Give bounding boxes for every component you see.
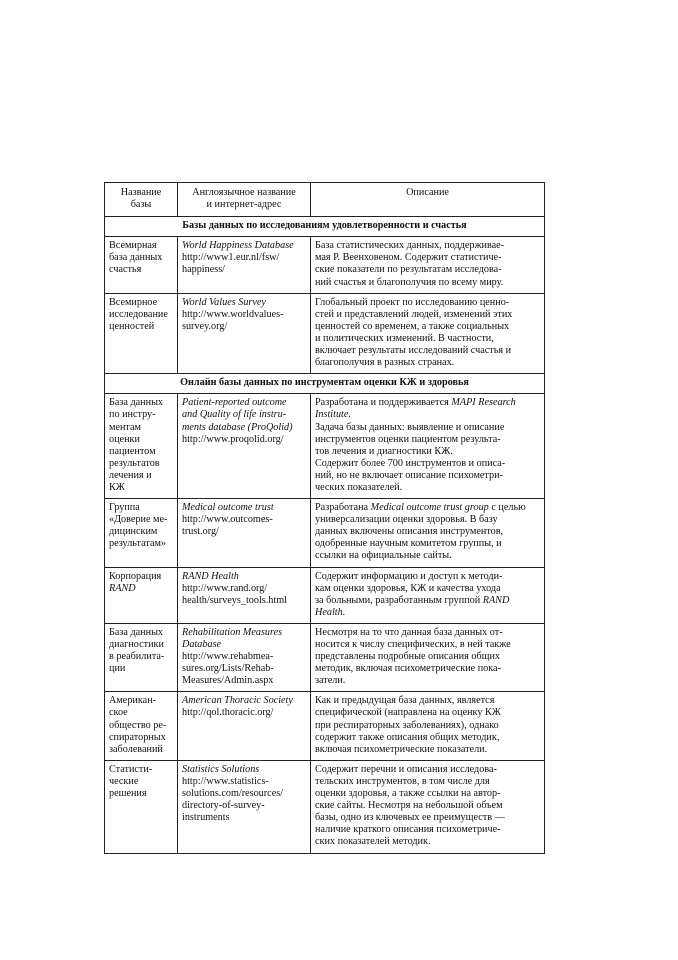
header-description: Описание xyxy=(311,183,545,217)
database-name xyxy=(105,760,178,853)
description-line: носится к числу специфических, в ней также xyxy=(315,639,511,650)
table-header-row xyxy=(105,183,545,217)
english-title-line: and Quality of life instru- xyxy=(182,409,287,421)
english-title-and-url xyxy=(178,692,311,760)
description-line: ценностей со временем, а также социальных xyxy=(315,320,510,332)
description-line: одобренные научным комитетом группы, и xyxy=(315,538,502,550)
description-line: Задача базы данных: выявление и описание xyxy=(315,421,505,433)
name-line: Всемирная xyxy=(109,240,157,252)
table-row xyxy=(105,567,545,623)
url-line: http://www.outcomes- xyxy=(182,514,273,526)
name-line: «Доверие ме- xyxy=(109,514,168,526)
name-line: База данных xyxy=(109,397,164,409)
section-row xyxy=(105,217,545,237)
url-line: instruments xyxy=(182,812,230,824)
name-line: База данных xyxy=(109,626,164,638)
description xyxy=(311,499,545,567)
database-name xyxy=(105,499,178,567)
english-title-line: ments database (ProQolid) xyxy=(182,421,293,433)
url-line: http://www.proqolid.org/ xyxy=(182,433,284,445)
name-line: ское xyxy=(109,707,128,719)
description-line: ний, но не включает описание психометри- xyxy=(315,469,503,481)
name-line: база данных xyxy=(109,252,163,264)
description-line: включая психометрические показатели. xyxy=(315,743,488,755)
name-line: Корпорация xyxy=(109,570,162,582)
english-term: MAPI Research xyxy=(451,397,516,409)
header-english-title: Англоязычное название и интернет-адрес xyxy=(178,183,311,217)
url-line: directory-of-survey- xyxy=(182,800,265,812)
url-line: http://www.rand.org/ xyxy=(182,582,268,594)
url-line: http://www.rehabmea- xyxy=(182,651,274,663)
description xyxy=(311,237,545,293)
description-line: специфической (направлена на оценку КЖ xyxy=(315,707,501,719)
name-line: результатам» xyxy=(109,538,167,550)
description xyxy=(311,394,545,499)
table-body xyxy=(105,217,545,853)
database-name xyxy=(105,623,178,691)
name-line: RAND xyxy=(109,582,136,594)
english-title-and-url xyxy=(178,623,311,691)
description-line: ские показатели по результатам исследова- xyxy=(315,264,502,276)
description-line: ских показателей методик. xyxy=(315,836,431,848)
description-line: Несмотря на то что данная база данных от- xyxy=(315,626,503,638)
description-line: Содержит информацию и доступ к методи- xyxy=(315,570,503,582)
description-line: при респираторных заболеваниях), однако xyxy=(315,719,499,731)
english-title-and-url xyxy=(178,237,311,293)
description-line: данных включены описания инструментов, xyxy=(315,526,504,538)
description-line: База статистических данных, поддерживае- xyxy=(315,240,505,252)
name-line: Всемирное xyxy=(109,296,158,308)
description-line: инструментов оценки пациентом результа- xyxy=(315,433,501,445)
name-line: общество ре- xyxy=(109,719,167,731)
url-line: http://qol.thoracic.org/ xyxy=(182,707,274,719)
table-row xyxy=(105,237,545,293)
english-term: Health. xyxy=(315,606,346,618)
description-line: ссылки на официальные сайты. xyxy=(315,550,452,562)
table-row xyxy=(105,394,545,499)
description-line: оценки здоровья, а также ссылки на автор- xyxy=(315,788,501,800)
english-title-line: World Values Survey xyxy=(182,296,266,308)
table-row xyxy=(105,499,545,567)
name-line: ментам xyxy=(109,421,141,433)
english-title-line: RAND Health xyxy=(182,570,239,582)
table-row xyxy=(105,692,545,760)
description xyxy=(311,567,545,623)
description-line: наличие краткого описания психометриче- xyxy=(315,824,501,836)
url-line: trust.org/ xyxy=(182,526,219,538)
english-title-and-url xyxy=(178,567,311,623)
description-line: Как и предыдущая база данных, является xyxy=(315,695,495,707)
description-line: кам оценки здоровья, КЖ и качества ухода xyxy=(315,582,501,594)
description-line: Содержит перечни и описания исследова- xyxy=(315,763,497,775)
name-line: Группа xyxy=(109,502,140,514)
name-line: КЖ xyxy=(109,481,125,493)
name-line: диагностики xyxy=(109,639,164,650)
english-title-line: Patient-reported outcome xyxy=(182,397,287,409)
url-line: happiness/ xyxy=(182,264,226,276)
english-title-line: Statistics Solutions xyxy=(182,763,260,775)
document-page xyxy=(104,182,544,854)
database-name xyxy=(105,567,178,623)
name-line: исследование xyxy=(109,308,168,320)
name-line: оценки xyxy=(109,433,140,445)
english-title-line: Database xyxy=(182,639,222,650)
english-title-line: Rehabilitation Measures xyxy=(182,626,283,638)
description-line xyxy=(315,607,540,619)
databases-table xyxy=(104,182,545,854)
database-name xyxy=(105,692,178,760)
description-line: Глобальный проект по исследованию ценно- xyxy=(315,296,510,308)
description-line: Содержит более 700 инструментов и описа- xyxy=(315,457,506,469)
description-line: Разработана Medical outcome trust group с целью xyxy=(315,502,526,514)
name-line: счастья xyxy=(109,264,142,276)
english-title-and-url xyxy=(178,499,311,567)
url-line: http://www.statistics- xyxy=(182,775,269,787)
description xyxy=(311,293,545,374)
table-row xyxy=(105,623,545,691)
description-line: представлены подробные описания общих xyxy=(315,651,501,663)
database-name xyxy=(105,293,178,374)
english-title-line: Medical outcome trust xyxy=(182,502,274,514)
description-line xyxy=(315,409,540,421)
name-line: спираторных xyxy=(109,731,166,743)
url-line: http://www1.eur.nl/fsw/ xyxy=(182,252,280,264)
description-line: базы, одно из ключевых ее преимуществ — xyxy=(315,812,505,824)
url-line: solutions.com/resources/ xyxy=(182,788,284,800)
url-line: http://www.worldvalues- xyxy=(182,308,284,320)
description-line: стей и представлений людей, изменений этих xyxy=(315,308,513,320)
name-line: Американ- xyxy=(109,695,157,707)
english-title-and-url xyxy=(178,760,311,853)
name-line: в реабилита- xyxy=(109,651,165,663)
name-line: заболеваний xyxy=(109,743,163,755)
description-line: ческих показателей. xyxy=(315,481,403,493)
database-name xyxy=(105,394,178,499)
table-row xyxy=(105,293,545,374)
name-line: результатов xyxy=(109,457,160,469)
english-term: Medical outcome trust group xyxy=(370,502,489,514)
description-line: ские сайты. Несмотря на небольшой объем xyxy=(315,800,503,812)
name-line: ции xyxy=(109,663,126,675)
header-name: Название базы xyxy=(105,183,178,217)
description-line: благополучия в разных странах. xyxy=(315,357,455,369)
section-row xyxy=(105,374,545,394)
url-line: health/surveys_tools.html xyxy=(182,594,287,606)
description-line: Разработана и поддерживается MAPI Research xyxy=(315,397,516,409)
english-title-line: World Happiness Database xyxy=(182,240,294,252)
description-line: включает результаты исследований счастья и xyxy=(315,345,512,357)
description-line: мая Р. Веенховеном. Содержит статистиче- xyxy=(315,252,502,264)
description-line: за больными, разработанным группой RAND xyxy=(315,594,510,606)
database-name xyxy=(105,237,178,293)
description-line: ний счастья и благополучия по всему миру. xyxy=(315,276,504,288)
name-line: лечения и xyxy=(109,469,152,481)
description-line: тельских инструментов, в том числе для xyxy=(315,775,490,787)
name-line: дицинским xyxy=(109,526,158,538)
description-line: тов лечения и диагностики КЖ. xyxy=(315,445,453,457)
url-line: survey.org/ xyxy=(182,320,228,332)
description-line: методик, включая психометрические пока- xyxy=(315,663,501,675)
description xyxy=(311,692,545,760)
english-term: Institute. xyxy=(315,409,351,421)
english-term: RAND xyxy=(482,594,510,606)
url-line: Measures/Admin.aspx xyxy=(182,675,274,687)
name-line: ческие xyxy=(109,775,139,787)
name-line: решения xyxy=(109,788,147,800)
description-line: и политических изменений. В частности, xyxy=(315,332,494,344)
english-title-line: American Thoracic Society xyxy=(182,695,293,707)
english-title-and-url xyxy=(178,293,311,374)
description-line: затели. xyxy=(315,675,346,687)
description xyxy=(311,623,545,691)
english-title-and-url xyxy=(178,394,311,499)
table-row xyxy=(105,760,545,853)
name-line: Статисти- xyxy=(109,763,153,775)
description-line: универсализации оценки здоровья. В базу xyxy=(315,514,498,526)
url-line: sures.org/Lists/Rehab- xyxy=(182,663,274,675)
description xyxy=(311,760,545,853)
description-line: содержит также описания общих методик, xyxy=(315,731,500,743)
section-title: Онлайн базы данных по инструментам оценки КЖ и здоровья xyxy=(105,374,545,394)
section-title: Базы данных по исследованиям удовлетворенности и счастья xyxy=(105,217,545,237)
name-line: по инстру- xyxy=(109,409,156,421)
name-line: ценностей xyxy=(109,320,155,332)
name-line: пациентом xyxy=(109,445,156,457)
